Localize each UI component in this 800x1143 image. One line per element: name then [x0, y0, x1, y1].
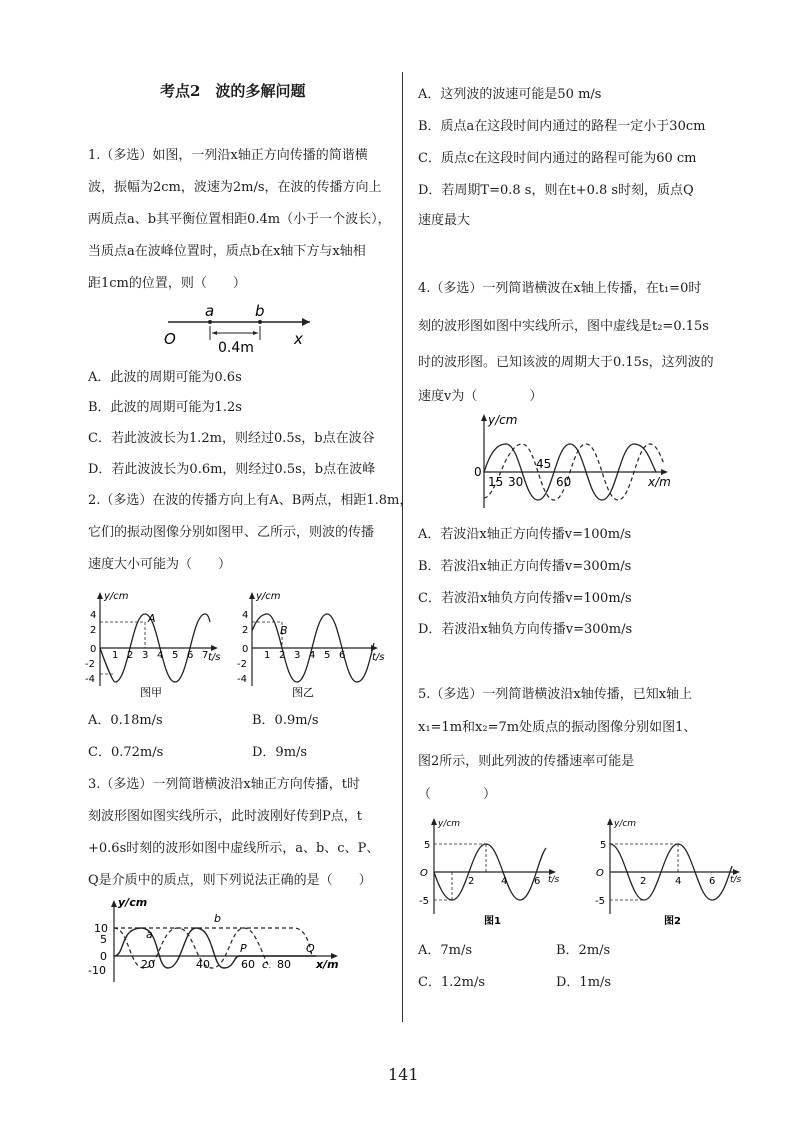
q4-line: 刻的波形图如图中实线所示，图中虚线是t₂=0.15s — [418, 319, 709, 334]
q1-point-b-label: b — [255, 302, 265, 320]
q5-fig2-xtick: 2 — [640, 876, 647, 887]
q5-fig1-origin: O — [420, 868, 428, 879]
q5-fig2-origin: O — [596, 868, 604, 879]
q1-option-b: B．此波的周期可能为1.2s — [88, 400, 242, 415]
q2-jia-point-A: A — [148, 612, 156, 625]
q3-option-c: C．质点c在这段时间内通过的路程可能为60 cm — [418, 151, 697, 166]
q2-yi-caption: 图乙 — [292, 686, 314, 698]
q5-option-a: A．7m/s — [418, 943, 473, 958]
q2-yi-ytick: -4 — [237, 674, 247, 685]
q2-yi-point-B: B — [280, 624, 288, 637]
q4-line: 时的波形图。已知该波的周期大于0.15s，这列波的 — [418, 355, 714, 370]
q4-ylabel: y/cm — [488, 413, 518, 427]
q3-ytick: -10 — [88, 964, 106, 977]
q4-option-b: B．若波沿x轴正方向传播v=300m/s — [418, 559, 632, 574]
q3-point-c: c — [262, 958, 269, 971]
q5-option-d: D．1m/s — [556, 975, 612, 990]
q5-option-c: C．1.2m/s — [418, 975, 485, 990]
q5-fig1-caption: 图1 — [484, 916, 501, 927]
q3-ytick: 10 — [94, 922, 108, 935]
q4-line: 速度v为（ ） — [418, 389, 543, 404]
q3-point-a: a — [146, 928, 153, 941]
q4-xtick: 30 — [508, 475, 524, 489]
q5-fig1-xtick: 2 — [468, 876, 475, 887]
q3-figure — [84, 896, 344, 986]
q1-option-a: A．此波的周期可能为0.6s — [88, 370, 242, 385]
q2-jia-caption: 图甲 — [140, 686, 162, 698]
q5-figure-2 — [590, 814, 750, 934]
q1-line: 当质点a在波峰位置时，质点b在x轴下方与x轴相 — [88, 244, 366, 259]
q1-line: 距1cm的位置，则（ ） — [88, 276, 246, 291]
q5-fig2-xlabel: t/s — [730, 875, 742, 885]
q5-fig2-ylabel: y/cm — [614, 819, 637, 829]
q2-yi-xlabel: t/s — [372, 652, 385, 663]
q2-line: 2.（多选）在波的传播方向上有A、B两点，相距1.8m， — [88, 493, 413, 508]
q4-option-a: A．若波沿x轴正方向传播v=100m/s — [418, 527, 632, 542]
q4-line: 4.（多选）一列简谐横波在x轴上传播，在t₁=0时 — [418, 281, 702, 296]
q2-yi-xtick: 4 — [309, 650, 316, 661]
q2-jia-ylabel: y/cm — [104, 591, 129, 602]
q2-yi-xtick: 1 — [264, 650, 271, 661]
q3-point-b: b — [214, 912, 221, 925]
q4-xtick: 45 — [536, 457, 552, 471]
q3-ytick: 5 — [100, 933, 107, 946]
q2-figure-yi — [236, 588, 386, 698]
section-title: 考点2 波的多解问题 — [160, 82, 306, 100]
q3-xtick: 20 — [141, 958, 155, 971]
q1-origin-label: O — [164, 330, 176, 348]
q5-fig1-ylabel: y/cm — [438, 819, 461, 829]
q2-jia-ytick: -2 — [85, 659, 95, 670]
q2-option-b: B．0.9m/s — [252, 713, 319, 728]
q5-fig2-caption: 图2 — [664, 916, 681, 927]
q2-jia-xtick: 7 — [202, 650, 209, 661]
q3-line: +0.6s时刻的波形如图中虚线所示，a、b、c、P、 — [88, 841, 380, 856]
q3-point-Q: Q — [306, 942, 315, 955]
q4-origin: 0 — [474, 465, 482, 479]
q2-jia-xtick: 3 — [142, 650, 149, 661]
q3-option-d: D．若周期T=0.8 s，则在t+0.8 s时刻，质点Q — [418, 183, 694, 198]
q2-option-c: C．0.72m/s — [88, 745, 164, 760]
q2-yi-xtick: 6 — [339, 650, 346, 661]
q1-line: 波，振幅为2cm，波速为2m/s，在波的传播方向上 — [88, 180, 382, 195]
q3-xtick: 80 — [277, 958, 291, 971]
q5-line: x₁=1m和x₂=7m处质点的振动图像分别如图1、 — [418, 720, 697, 735]
q3-line: 3.（多选）一列简谐横波沿x轴正方向传播，t时 — [88, 777, 360, 792]
q5-line: （ ） — [418, 787, 497, 802]
q1-figure — [160, 300, 320, 356]
q2-jia-xlabel: t/s — [208, 652, 221, 663]
q4-xlabel: x/m — [648, 475, 671, 489]
q3-option-d-cont: 速度最大 — [418, 213, 471, 228]
q2-jia-ytick: 2 — [90, 625, 97, 636]
q4-xtick: 60 — [556, 475, 572, 489]
q2-yi-xtick: 5 — [324, 650, 331, 661]
q5-option-b: B．2m/s — [556, 943, 611, 958]
q2-jia-ytick: -4 — [85, 674, 95, 685]
page-number: 141 — [388, 1065, 419, 1084]
q1-line: 1.（多选）如图，一列沿x轴正方向传播的简谐横 — [88, 148, 368, 163]
q2-option-d: D．9m/s — [252, 745, 308, 760]
q5-fig2-ytick: 5 — [600, 840, 607, 851]
q2-line: 速度大小可能为（ ） — [88, 557, 232, 572]
q5-line: 5.（多选）一列简谐横波沿x轴传播，已知x轴上 — [418, 687, 693, 702]
q1-distance-label: 0.4m — [218, 340, 254, 356]
q4-figure — [470, 410, 680, 510]
q4-option-d: D．若波沿x轴负方向传播v=300m/s — [418, 622, 633, 637]
q3-xtick: 40 — [196, 958, 210, 971]
q4-option-c: C．若波沿x轴负方向传播v=100m/s — [418, 591, 632, 606]
q3-ytick: 0 — [100, 950, 107, 963]
q3-option-a: A．这列波的波速可能是50 m/s — [418, 87, 602, 102]
q3-ylabel: y/cm — [118, 896, 148, 909]
q3-xtick: 60 — [241, 958, 255, 971]
q2-option-a: A．0.18m/s — [88, 713, 163, 728]
q2-jia-xtick: 5 — [172, 650, 179, 661]
q1-option-c: C．若此波波长为1.2m，则经过0.5s，b点在波谷 — [88, 431, 375, 446]
q2-yi-ylabel: y/cm — [256, 591, 281, 602]
q5-fig1-ytick: 5 — [424, 840, 431, 851]
q4-xtick: 15 — [488, 475, 504, 489]
q5-fig2-ytick: -5 — [595, 896, 605, 907]
q1-x-label: x — [294, 330, 303, 348]
q3-line: 刻波形图如图实线所示，此时波刚好传到P点，t — [88, 809, 362, 824]
q1-line: 两质点a、b其平衡位置相距0.4m（小于一个波长）， — [88, 212, 391, 227]
q3-point-P: P — [240, 942, 247, 955]
q2-jia-xtick: 4 — [157, 650, 164, 661]
q2-jia-xtick: 6 — [187, 650, 194, 661]
q3-xlabel: x/m — [316, 958, 339, 971]
q3-option-b: B．质点a在这段时间内通过的路程一定小于30cm — [418, 119, 706, 134]
q2-figure-jia — [84, 588, 224, 698]
q2-yi-ytick: 0 — [242, 644, 249, 655]
q2-yi-ytick: 2 — [242, 625, 249, 636]
q1-point-a-label: a — [205, 302, 215, 320]
q3-line: Q是介质中的质点，则下列说法正确的是（ ） — [88, 873, 372, 888]
q2-jia-xtick: 2 — [127, 650, 134, 661]
q2-jia-ytick: 0 — [90, 644, 97, 655]
q2-yi-xtick: 3 — [294, 650, 301, 661]
q2-yi-xtick: 2 — [279, 650, 286, 661]
q2-yi-ytick: -2 — [237, 659, 247, 670]
q2-jia-ytick: 4 — [90, 610, 97, 621]
q2-yi-ytick: 4 — [242, 610, 249, 621]
q5-fig1-ytick: -5 — [419, 896, 429, 907]
q5-fig1-xtick: 4 — [501, 876, 508, 887]
q5-fig2-xtick: 6 — [709, 876, 716, 887]
q5-fig1-xtick: 6 — [534, 876, 541, 887]
q5-line: 图2所示，则此列波的传播速率可能是 — [418, 754, 635, 769]
q2-jia-xtick: 1 — [112, 650, 119, 661]
q2-line: 它们的振动图像分别如图甲、乙所示，则波的传播 — [88, 525, 375, 540]
q5-fig1-xlabel: t/s — [548, 875, 560, 885]
column-divider — [402, 72, 403, 1022]
q1-option-d: D．若此波波长为0.6m，则经过0.5s，b点在波峰 — [88, 462, 376, 477]
q5-fig2-xtick: 4 — [675, 876, 682, 887]
q5-figure-1 — [414, 814, 564, 934]
